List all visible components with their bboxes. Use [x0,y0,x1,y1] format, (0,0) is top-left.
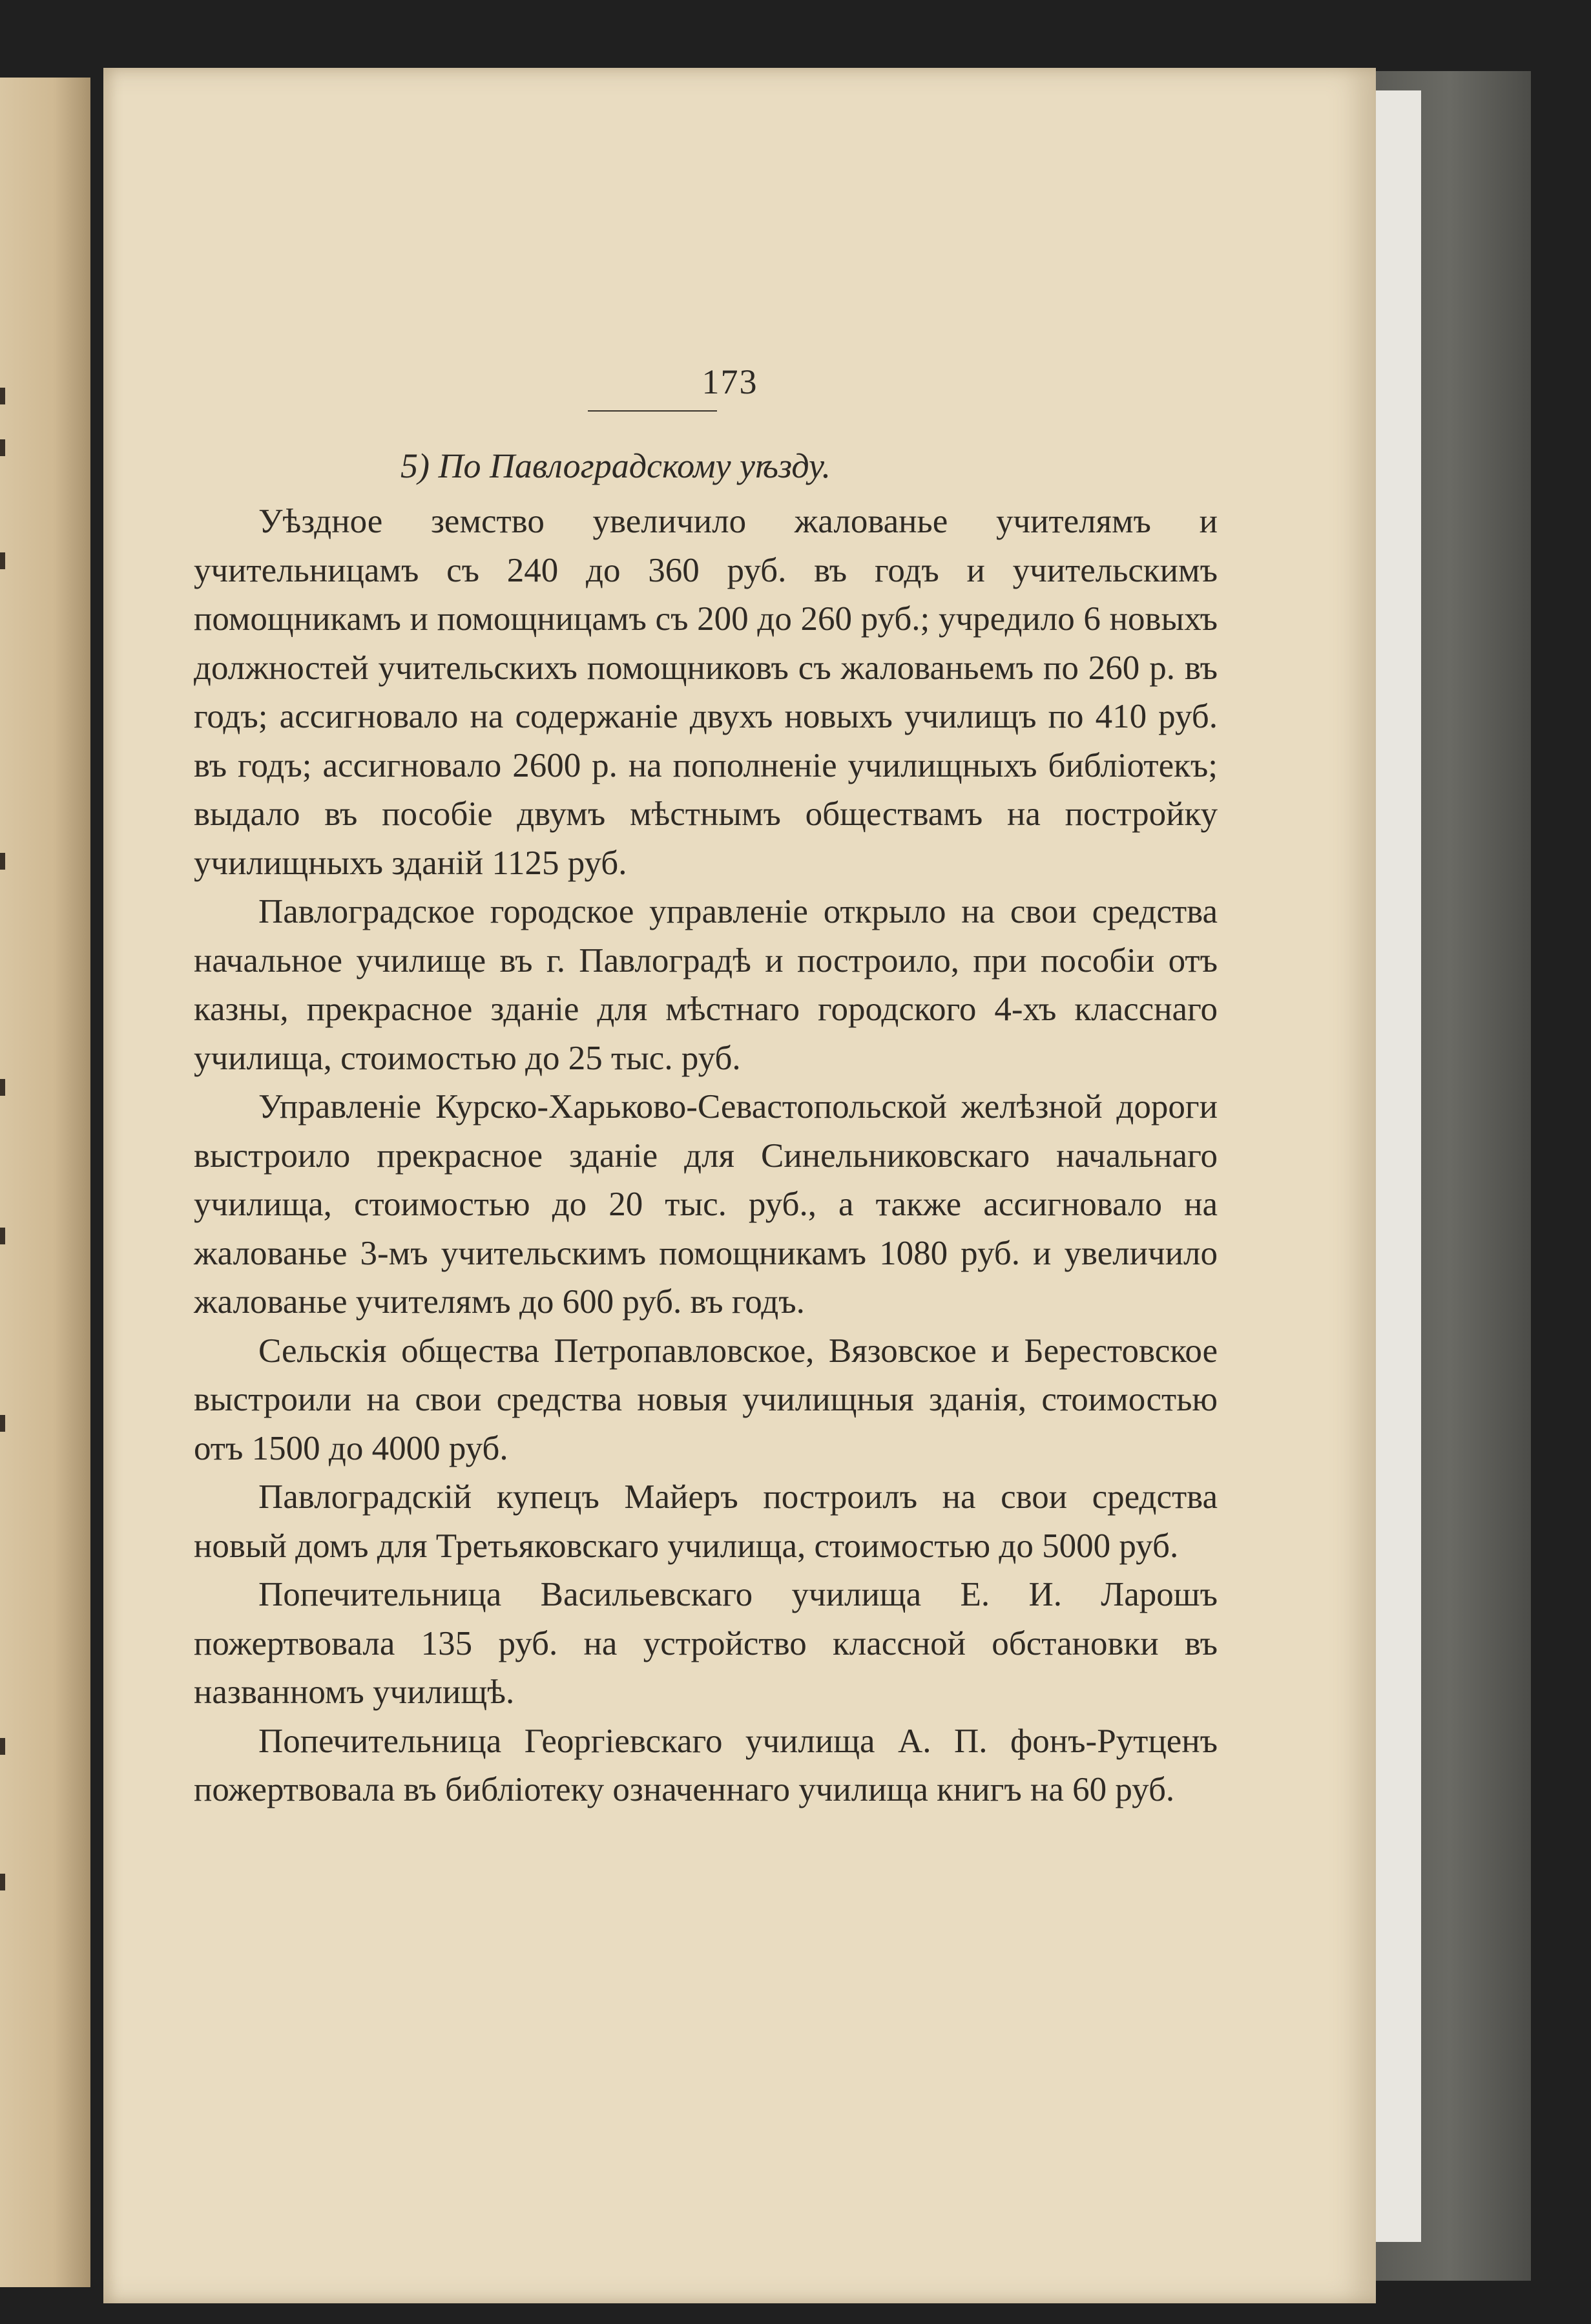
section-heading: 5) По Павлоградскому уѣзду. [400,446,831,485]
facing-page-text-fragment [0,1079,5,1096]
facing-page-text-fragment [0,1415,5,1432]
paragraph: Попечительница Васильевскаго училища Е. И. Ларошъ пожертвовала 135 руб. на устройство классной обстановки въ названномъ училищѣ. [194,1576,1218,1711]
facing-page-text-fragment [0,853,5,870]
facing-page-text-fragment [0,552,5,569]
book-page [103,68,1376,2303]
page-body [194,497,1218,1815]
facing-page-text-fragment [0,1228,5,1244]
paragraph: Уѣздное земство увеличило жалованье учителямъ и учительницамъ съ 240 до 360 руб. въ годъ и учительскимъ помощникамъ и помощницамъ съ 200 до 260 руб.; учредило 6 новыхъ должностей учительскихъ помощниковъ съ жалованьемъ по 260 р. въ годъ; ассигновало на содержаніе двухъ новыхъ училищъ по 410 руб. въ годъ; ассигновало 2600 р. на пополненіе училищныхъ библіотекъ; выдало въ пособіе двумъ мѣстнымъ обществамъ на постройку училищныхъ зданій 1125 руб. [194,503,1218,882]
paragraph: Сельскія общества Петропавловское, Вязовское и Берестовское выстроили на свои средства новыя училищныя зданія, стоимостью отъ 1500 до 4000 руб. [194,1332,1218,1467]
paragraph: Попечительница Георгіевскаго училища А. П. фонъ-Рутценъ пожертвовала въ библіотеку означеннаго училища книгъ на 60 руб. [194,1722,1218,1808]
facing-page-text-fragment [0,1874,5,1890]
paragraph: Павлоградскій купецъ Майеръ построилъ на свои средства новый домъ для Третьяковскаго училища, стоимостью до 5000 руб. [194,1478,1218,1565]
facing-page-edge [0,78,90,2287]
facing-page-text-fragment [0,439,5,456]
facing-page-text-fragment [0,388,5,404]
facing-page-text-fragment [0,1738,5,1755]
paragraph: Павлоградское городское управленіе открыло на свои средства начальное училище въ г. Павлоградѣ и построило, при пособіи отъ казны, прекрасное зданіе для мѣстнаго городского 4-хъ класснаго училища, стоимостью до 25 тыс. руб. [194,893,1218,1077]
paragraph: Управленіе Курско-Харьково-Севастопольской желѣзной дороги выстроило прекрасное зданіе для Синельниковскаго начальнаго училища, стоимостью до 20 тыс. руб., а также ассигновало на жалованье 3-мъ учительскимъ помощникамъ 1080 руб. и увеличило жалованье учителямъ до 600 руб. въ годъ. [194,1088,1218,1321]
page-number-rule [588,410,717,412]
page-number: 173 [702,362,758,401]
